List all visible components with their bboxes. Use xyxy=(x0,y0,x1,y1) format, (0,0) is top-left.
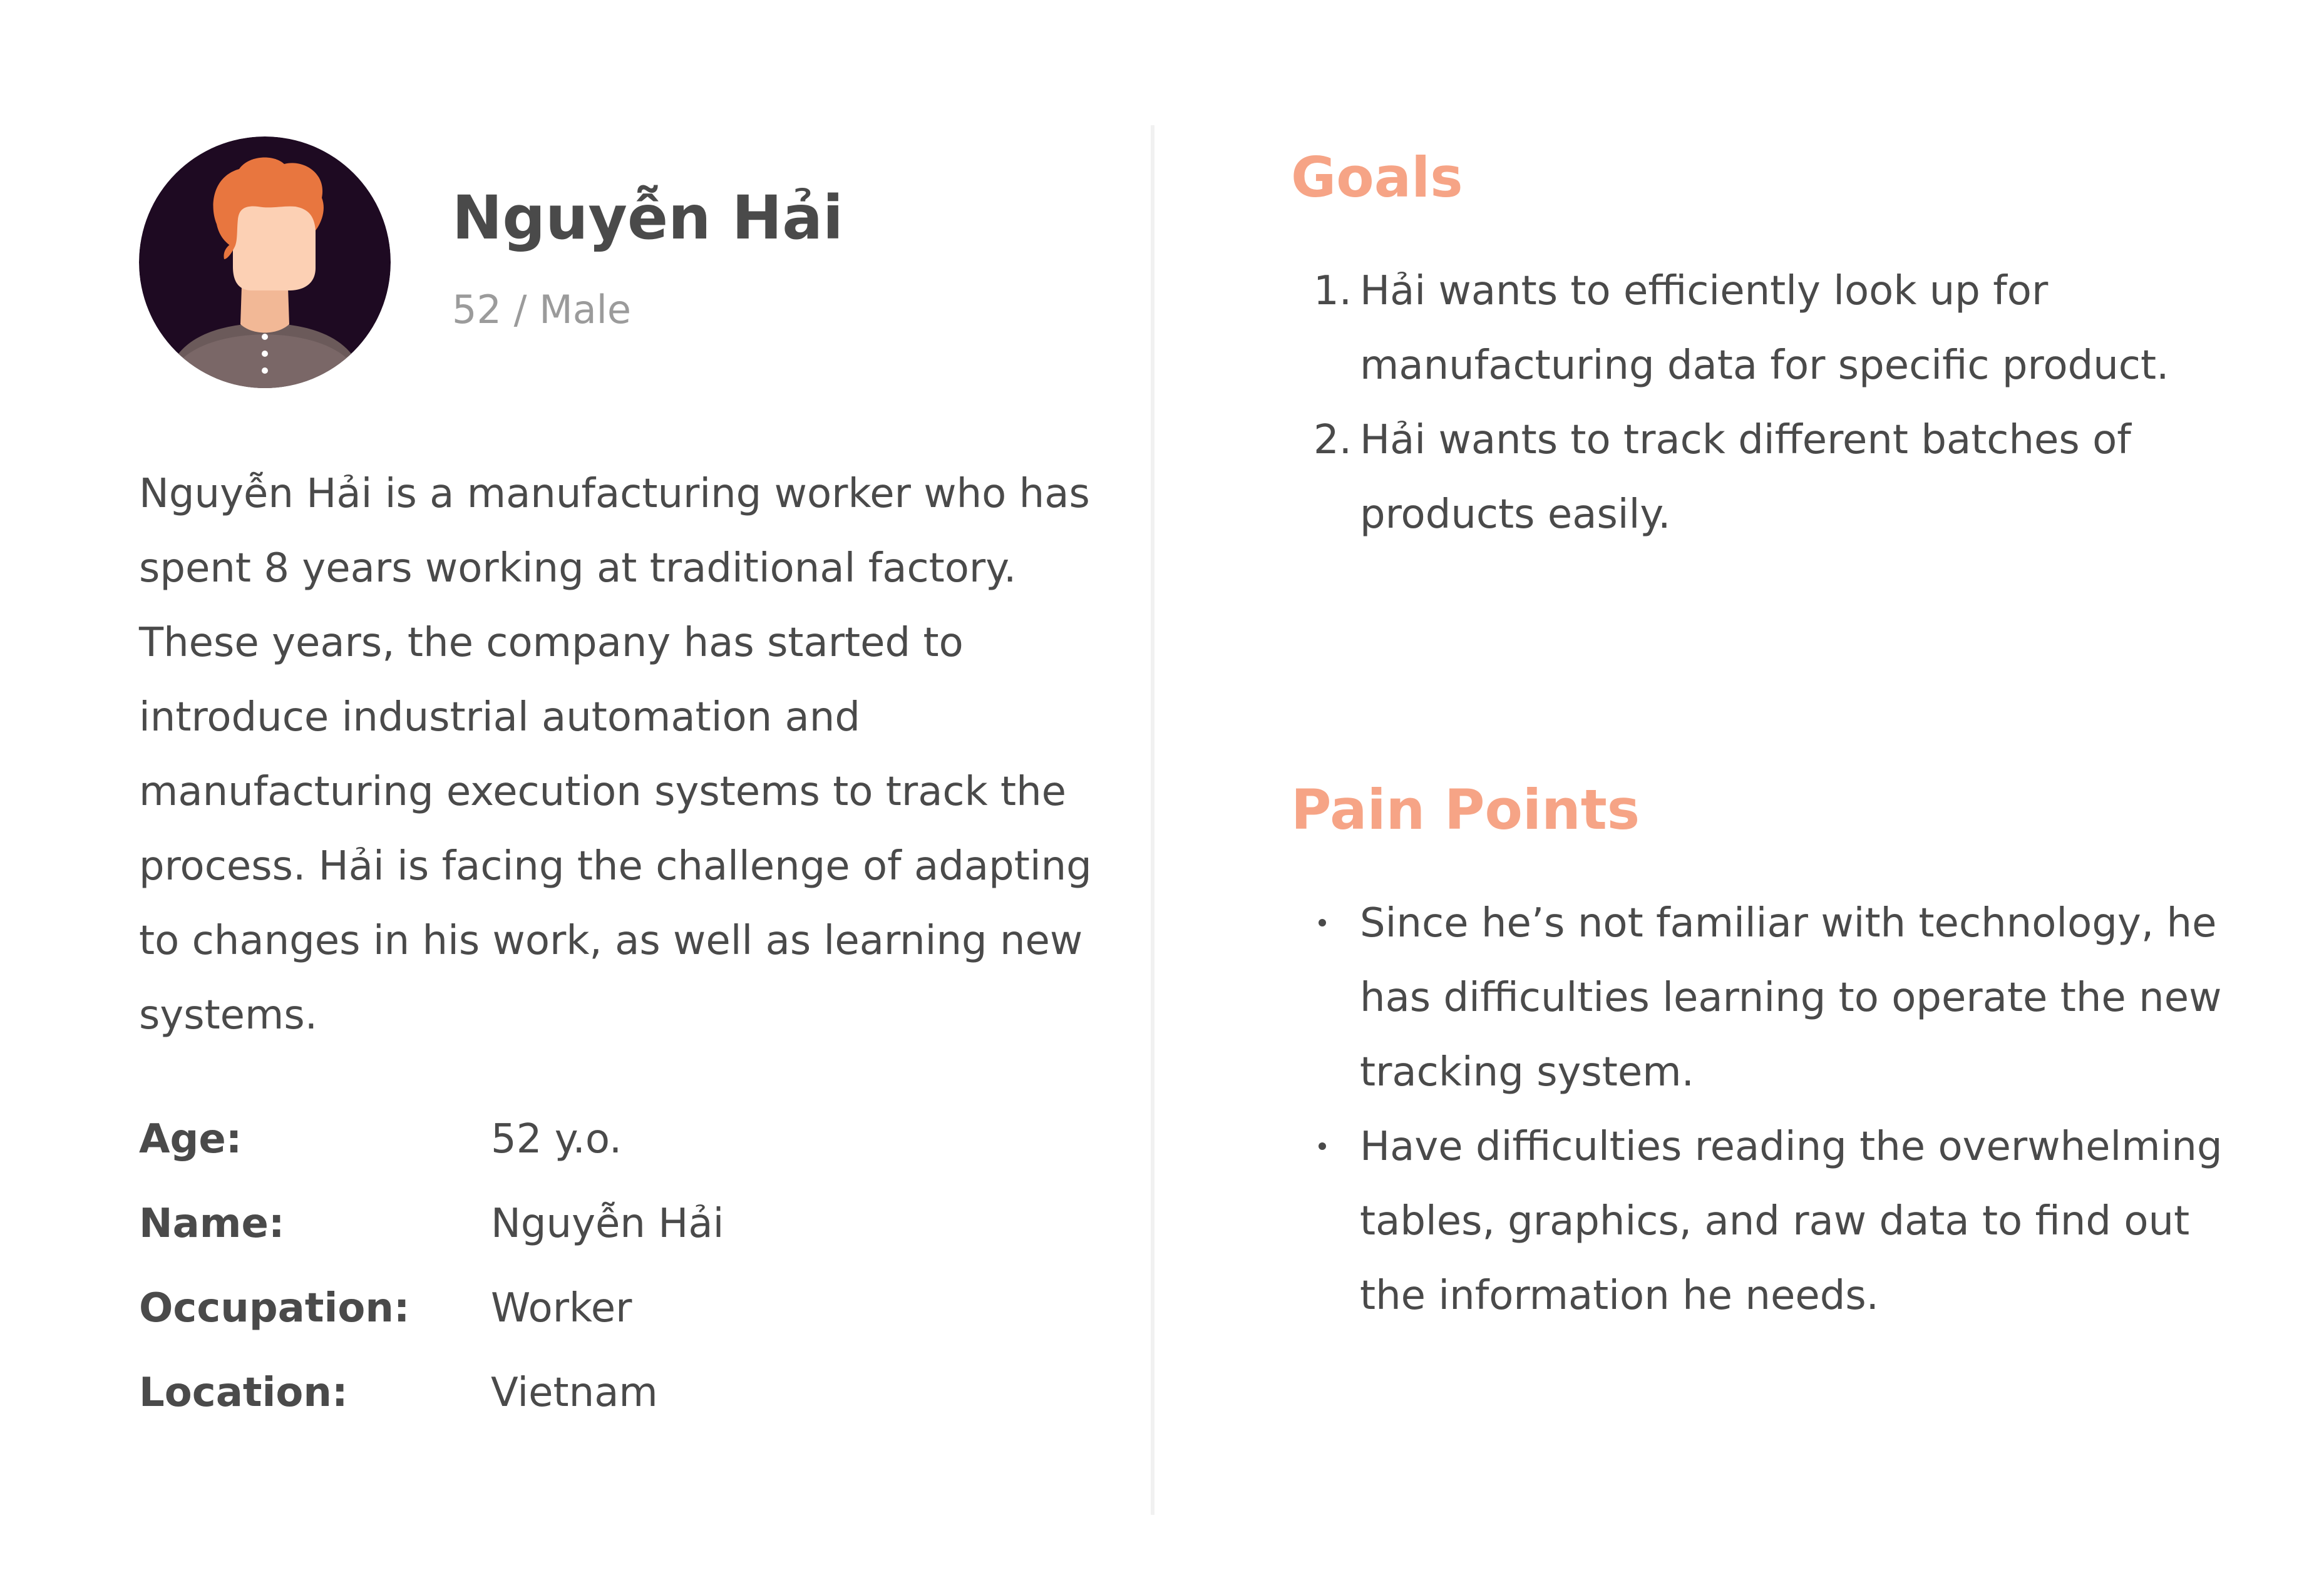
detail-row-name xyxy=(139,1193,1078,1277)
bio-line: Nguyễn Hải is a manufacturing worker who has xyxy=(139,471,1090,517)
pain-points-list xyxy=(1291,886,2268,1333)
bio-line: spent 8 years working at traditional factory. xyxy=(139,545,1017,592)
goal-line: Hải wants to efficiently look up for xyxy=(1360,268,2049,314)
persona-name: Nguyễn Hải xyxy=(452,183,843,253)
detail-value: 52 y.o. xyxy=(491,1116,622,1162)
detail-value: Nguyễn Hải xyxy=(491,1201,724,1247)
bio-line: introduce industrial automation and xyxy=(139,694,860,741)
goal-line: products easily. xyxy=(1360,491,1671,538)
detail-label: Occupation: xyxy=(139,1285,410,1331)
detail-value: Vietnam xyxy=(491,1370,658,1416)
goals-list xyxy=(1291,254,2268,552)
detail-row-location xyxy=(139,1362,1078,1446)
detail-label: Age: xyxy=(139,1116,242,1162)
goals-title: Goals xyxy=(1291,145,1463,210)
persona-age-gender: 52 / Male xyxy=(452,287,632,332)
goal-item xyxy=(1291,403,2268,552)
bio-line: manufacturing execution systems to track the xyxy=(139,769,1067,815)
bullet-icon xyxy=(1319,919,1326,926)
detail-value: Worker xyxy=(491,1285,632,1331)
pain-point-line: tracking system. xyxy=(1360,1049,1694,1095)
bio-line: process. Hải is facing the challenge of adapting xyxy=(139,843,1092,890)
bio-line: to changes in his work, as well as learning new xyxy=(139,918,1083,964)
persona-bio xyxy=(139,457,1092,1053)
list-number: 2. xyxy=(1314,417,1352,463)
detail-label: Location: xyxy=(139,1370,348,1416)
pain-point-line: tables, graphics, and raw data to find out xyxy=(1360,1198,2190,1244)
persona-details xyxy=(139,1108,1078,1446)
detail-label: Name: xyxy=(139,1201,285,1247)
bio-line: systems. xyxy=(139,992,318,1039)
pain-point-line: the information he needs. xyxy=(1360,1273,1879,1319)
goal-line: Hải wants to track different batches of xyxy=(1360,417,2131,463)
pain-point-line: Have difficulties reading the overwhelming xyxy=(1360,1124,2223,1170)
pain-point-item xyxy=(1291,1110,2268,1333)
bullet-icon xyxy=(1319,1142,1326,1150)
detail-row-occupation xyxy=(139,1277,1078,1362)
bio-line: These years, the company has started to xyxy=(139,620,964,666)
man-avatar-icon xyxy=(139,136,391,388)
pain-points-title: Pain Points xyxy=(1291,777,1640,842)
pain-point-line: has difficulties learning to operate the new xyxy=(1360,975,2222,1021)
detail-row-age xyxy=(139,1108,1078,1193)
pain-point-item xyxy=(1291,886,2268,1110)
column-divider xyxy=(1151,125,1154,1515)
goal-line: manufacturing data for specific product. xyxy=(1360,342,2169,389)
list-number: 1. xyxy=(1314,268,1352,314)
avatar xyxy=(139,136,391,388)
pain-point-line: Since he’s not familiar with technology, he xyxy=(1360,900,2217,946)
goal-item xyxy=(1291,254,2268,403)
